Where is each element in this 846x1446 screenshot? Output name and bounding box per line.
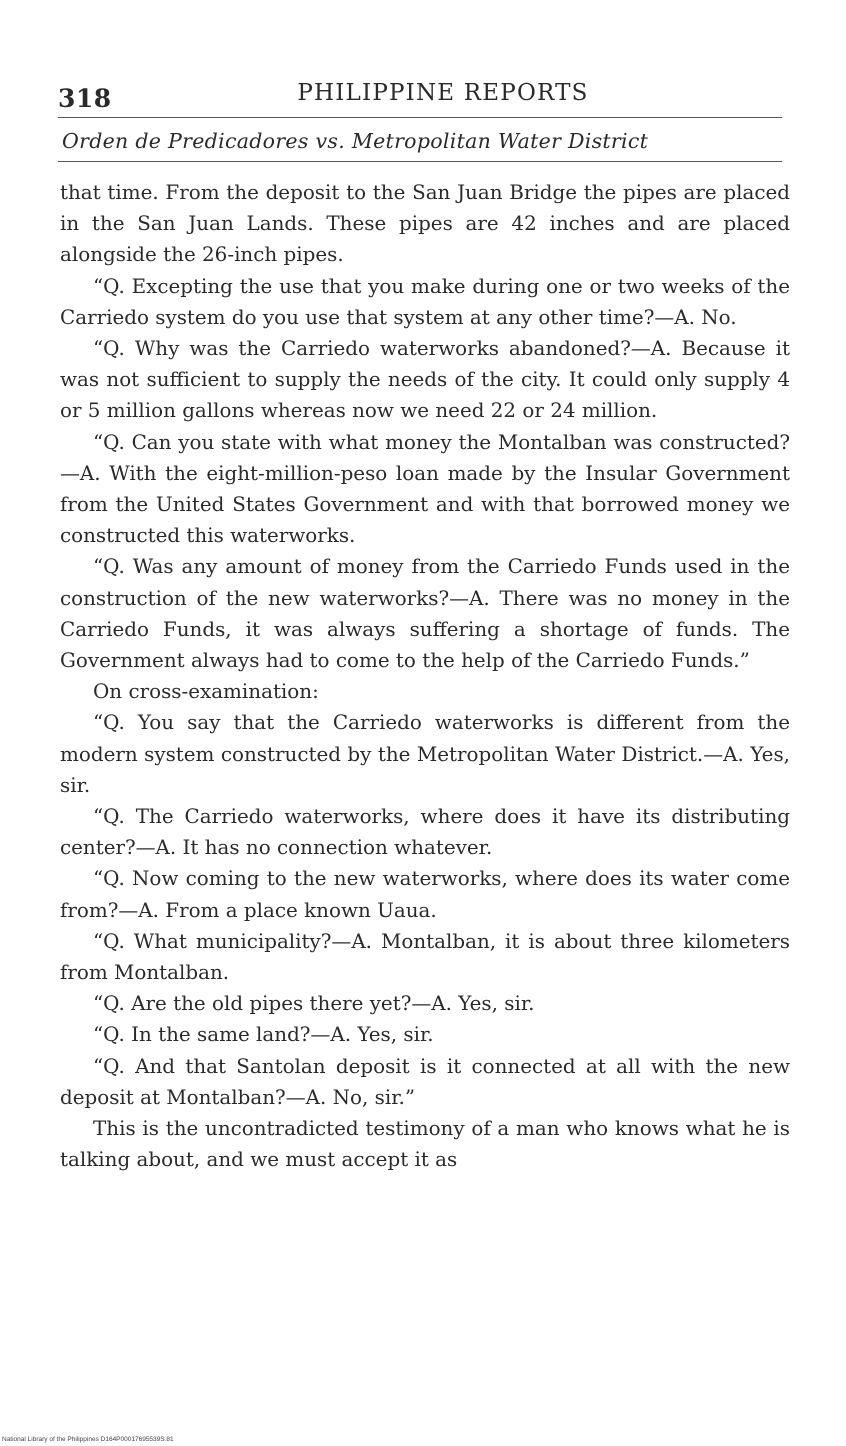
paragraph: On cross-examination: [93,680,319,704]
body-text [60,177,790,1176]
paragraph: “Q. Why was the Carriedo waterworks abandoned?—A. Because it was not sufficient to supply the needs of the city. It could only supply 4 or 5 million gallons whereas now we need 22 or 24 million. [60,337,790,423]
paragraph: “Q. You say that the Carriedo waterworks is different from the modern system constructed by the Metropolitan Water District.—A. Yes, sir. [60,711,790,797]
paragraph: that time. From the deposit to the San Juan Bridge the pipes are placed in the San Juan Lands. These pipes are 42 inches and are placed alongside the 26-inch pipes. [60,181,790,267]
paragraph: “Q. Can you state with what money the Montalban was constructed?—A. With the eight-million-peso loan made by the Insular Government from the United States Government and with that borrowed money we constructed this waterworks. [60,430,790,548]
paragraph: This is the uncontradicted testimony of a man who knows what he is talking about, and we must accept it as [60,1117,790,1172]
case-title: Orden de Predicadores vs. Metropolitan Water District [62,129,649,153]
paragraph: “Q. The Carriedo waterworks, where does it have its distributing center?—A. It has no connection whatever. [60,805,790,860]
paragraph: “Q. And that Santolan deposit is it connected at all with the new deposit at Montalban?—A. No, sir.” [60,1054,790,1109]
title-rule [58,161,782,162]
paragraph: “Q. In the same land?—A. Yes, sir. [93,1023,434,1047]
page-number: 318 [58,84,112,113]
paragraph: “Q. Are the old pipes there yet?—A. Yes, sir. [93,992,535,1016]
paragraph: “Q. Now coming to the new waterworks, where does its water come from?—A. From a place known Uaua. [60,867,790,922]
paragraph: “Q. Excepting the use that you make during one or two weeks of the Carriedo system do you use that system at any other time?—A. No. [60,274,790,329]
header-rule [58,117,782,118]
paragraph: “Q. Was any amount of money from the Carriedo Funds used in the construction of the new waterworks?—A. There was no money in the Carriedo Funds, it was always suffering a shortage of funds. The Government always had to come to the help of the Carriedo Funds.” [60,555,790,673]
paragraph: “Q. What municipality?—A. Montalban, it is about three kilometers from Montalban. [60,929,790,985]
library-stamp: National Library of the Philippines D164P00017695539S.81 [2,1436,174,1443]
running-head: PHILIPPINE REPORTS [297,80,589,106]
